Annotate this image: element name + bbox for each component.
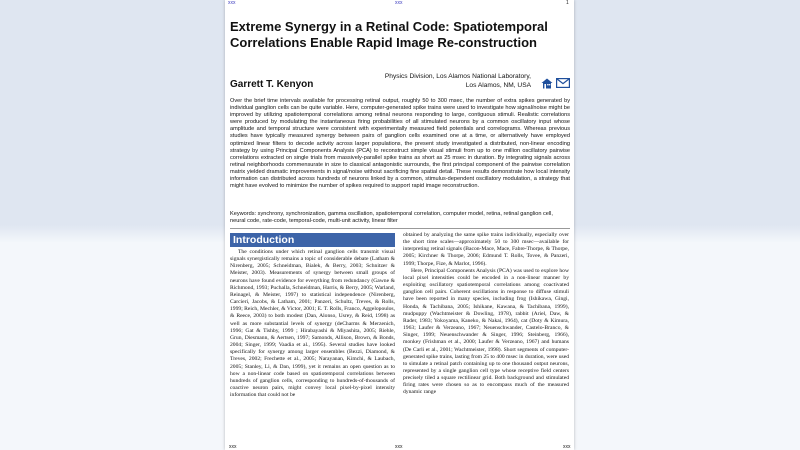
contact-icons	[541, 78, 570, 89]
keywords: Keywords: synchrony, synchronization, gamma oscillation, spatiotemporal correlation, computer model, retina, retinal ganglion cell, neural code, rate-code, temporal-code, multi-unit activity, linear filter	[230, 211, 553, 225]
paper-title: Extreme Synergy in a Retinal Code: Spatiotemporal Correlations Enable Rapid Image Re-construction	[230, 19, 548, 50]
author-name: Garrett T. Kenyon	[230, 79, 314, 90]
footer-center: xxx	[395, 444, 403, 450]
paper-page	[225, 0, 574, 450]
email-icon[interactable]	[556, 78, 570, 89]
intro-paragraph-2: Here, Principal Components Analysis (PCA) was used to explore how local pixel intensities could be encoded in a non-linear manner by exploiting oscillatory spatiotemporal correlations among coactivated ganglion cell pairs. Coherent oscillations in response to diffuse stimuli have been reported in many species, including frog (Ishikawa, Gingi, Honda, & Tachibana, 2005; Ishikane, Kawana, & Tachibana, 1999), mudpuppy (Wachtmeister & Dowling, 1978), rabbit (Ariel, Daw, & Rader, 1983; Yokoyama, Kaneko, & Nakai, 1964), cat (Doty & Kimura, 1963; Laufer & Verzeano, 1967; Neuenschwander, Castelo-Branco, & Singer, 1999; Neuenschwander & Singer, 1996; Steinberg, 1966), monkey (Frishman et al., 2000; Laufer & Verzeano, 1967) and humans (De Carli et al., 2001; Wachtmeister, 1998). Short segments of computer-generated spike trains, lasting from 25 to 400 msec in duration, were used to simulate a retinal patch containing up to one thousand output neurons, represented by a single ganglion cell type whose receptive field centers precisely tiled a square rectilinear grid. Both background and stimulated firing rates were chosen so as to encompass much of the measured dynamic range	[403, 267, 569, 396]
header-left: xxx	[228, 0, 236, 6]
author-affiliation: Physics Division, Los Alamos National Laboratory, Los Alamos, NM, USA	[384, 73, 531, 89]
section-heading-introduction: Introduction	[230, 233, 395, 247]
divider	[230, 228, 570, 229]
intro-paragraph-1-continued: obtained by analyzing the same spike trains individually, especially over the short time scales—approximately 50 to 300 msec—available for interpreting retinal signals (Bacon-Mace, Mace, Fabre-Thorpe, & Thorpe, 2005; Kirchner & Thorpe, 2006; Edmund T. Rolls, Tovee, & Panzeri, 1999; Thorpe, Fize, & Marlot, 1996).	[403, 232, 569, 267]
abstract: Over the brief time intervals available for processing retinal output, roughly 50 to 300 msec, the number of extra spikes generated by individual ganglion cells can be quite variable. Here, computer-generated spike trains were used to investigate how signal/noise might be improved by utilizing spatiotemporal correlations among retinal neurons responding to large, contiguous stimuli. Realistic correlations were produced by modulating the instantaneous firing probabilities of all stimulated neurons by a common oscillatory input whose amplitude and temporal structure were consistent with experimentally measured field potentials and correlograms. Whereas previous studies have typically measured synergy between pairs of ganglion cells examined one at a time, or alternatively have employed optimized linear filters to decode activity across larger populations, the present study investigated a distributed, non-linear encoding strategy by using Principal Components Analysis (PCA) to reconstruct simple visual stimuli from up to one million oscillatory pairwise correlations extracted on single trials from massively-parallel spike trains as short as 25 msec in duration. By integrating signals across retinal neighborhoods commensurate in size to classical antagonistic surrounds, the first principal component of the pairwise correlation matrix yielded dramatic improvements in signal/noise without sacrificing fine spatial detail. These results demonstrate how local intensity information can distributed across hundreds of neurons linked by a common, stimulus-dependent oscillatory modulation, a strategy that might have evolved to minimize the number of spikes required to support rapid image reconstruction.	[230, 98, 570, 190]
header-page-number: 1	[566, 0, 569, 6]
footer-right: xxx	[563, 444, 571, 450]
home-icon[interactable]	[541, 78, 553, 89]
footer-left: xxx	[229, 444, 237, 450]
intro-column-left	[230, 249, 395, 442]
intro-column-right	[403, 232, 569, 442]
intro-paragraph-1: The conditions under which retinal ganglion cells transmit visual signals synergistically remains a topic of considerable debate (Latham & Nirenberg, 2005; Schneidman, Bialek, & Berry, 2003; Schnitzer & Meister, 2003). Measurements of synergy between small groups of neurons have found evidence for everything from redundancy (Gawne & Richmond, 1993; Puchalla, Schneidman, Harris, & Berry, 2005; Warland, Reinagel, & Meister, 1997) to statistical independence (Nirenberg, Carcieri, Jacobs, & Latham, 2001; Panzeri, Schultz, Treves, & Rolls, 1999; Reich, Mechler, & Victor, 2001; E. T. Rolls, Franco, Aggelopoulos, & Reece, 2003) to both modest (Dan, Alonso, Usrey, & Reid, 1998) as well as more substantial levels of synergy (deCharms & Merzenich, 1996; Gat & Tishby, 1999 ; Hirabayashi & Miyashita, 2005; Riehle, Grun, Diesmann, & Aertsen, 1997; Samonds, Allison, Brown, & Bonds, 2004; Singer, 1999; Vaadia et al., 1995). Several studies have looked specifically for synergy among larger ensembles (Bezzi, Diamond, & Treves, 2002; Frechette et al., 2005; Narayanan, Kimchi, & Laubach, 2005; Stanley, Li, & Dan, 1999), yet it remains an open question as to how a non-linear code based on spatiotemporal correlations between hundreds of ganglion cells, corresponding to hundreds-of-thousands of coactive neuron pairs, might convey local pixel-by-pixel intensity information that could not be	[230, 249, 395, 399]
header-center: xxx	[395, 0, 403, 6]
